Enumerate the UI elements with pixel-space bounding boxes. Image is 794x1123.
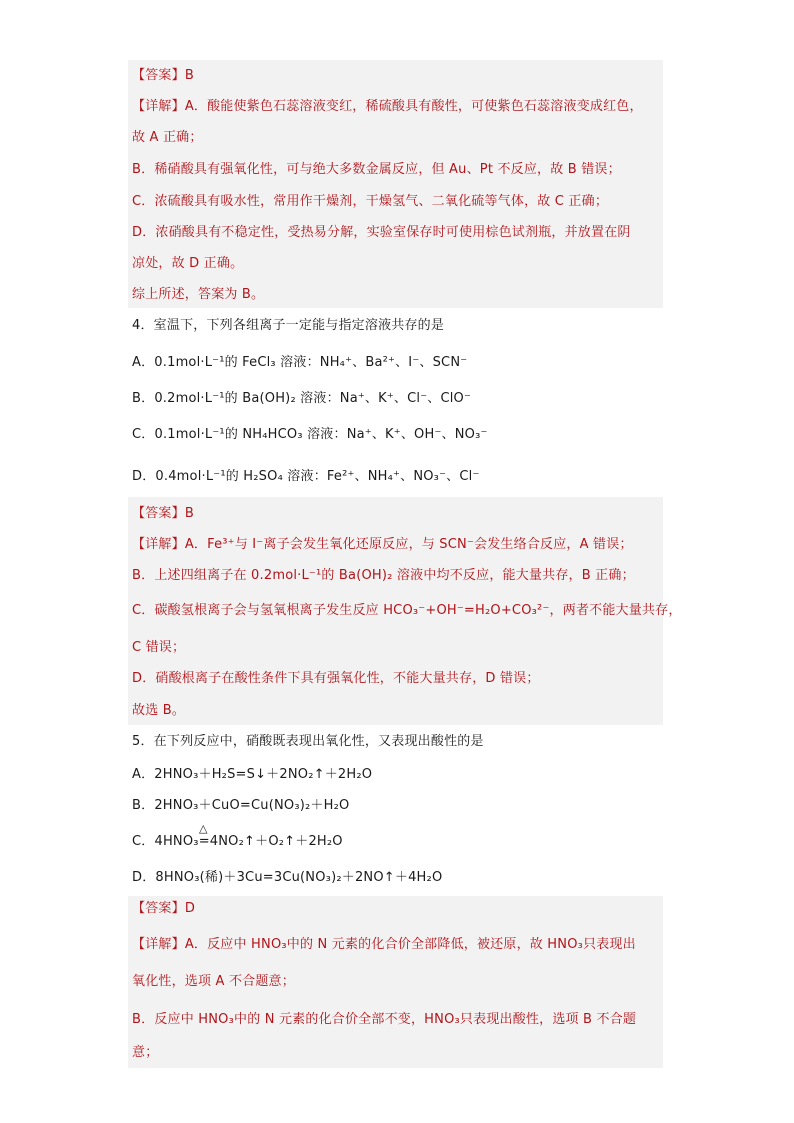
detail-tag: 【详解】 — [132, 537, 185, 552]
question-stem: 5．在下列反应中，硝酸既表现出氧化性，又表现出酸性的是 — [132, 734, 484, 749]
detail-text: B．上述四组离子在 0.2mol·L⁻¹的 Ba(OH)₂ 溶液中均不反应，能大量共存，B 正确； — [132, 568, 635, 583]
detail-line — [132, 98, 662, 116]
question-option-c — [132, 822, 662, 851]
condition-delta-icon: △ — [199, 822, 208, 835]
question-option-c: C．0.1mol·L⁻¹的 NH₄HCO₃ 溶液：Na⁺、K⁺、OH⁻、NO₃⁻ — [132, 427, 488, 442]
answer-line — [132, 505, 662, 523]
question-option-d: D．0.4mol·L⁻¹的 H₂SO₄ 溶液：Fe²⁺、NH₄⁺、NO₃⁻、Cl⁻ — [132, 469, 480, 484]
question-option-c-text: C．4HNO₃=4NO₂↑＋O₂↑＋2H₂O — [132, 834, 343, 849]
question-option-b: B．2HNO₃＋CuO=Cu(NO₃)₂＋H₂O — [132, 798, 350, 813]
detail-tag: 【详解】 — [132, 99, 185, 114]
answer-line — [132, 67, 662, 85]
detail-text: 氧化性，选项 A 不合题意； — [132, 974, 295, 989]
answer-tag: 【答案】 — [132, 901, 185, 916]
answer-tag: 【答案】 — [132, 506, 185, 521]
detail-text: 故 A 正确； — [132, 130, 203, 145]
answer-value: B — [184, 68, 194, 83]
detail-text: D．硝酸根离子在酸性条件下具有强氧化性，不能大量共存，D 错误； — [132, 671, 540, 686]
answer-value: D — [184, 901, 196, 916]
detail-text: 意； — [132, 1045, 159, 1060]
answer-value: B — [184, 506, 194, 521]
detail-text: A．反应中 HNO₃中的 N 元素的化合价全部降低，被还原，故 HNO₃只表现出 — [184, 937, 636, 952]
detail-text: A．酸能使紫色石蕊溶液变红，稀硫酸具有酸性，可使紫色石蕊溶液变成红色， — [184, 99, 643, 114]
question-option-d: D．8HNO₃(稀)＋3Cu=3Cu(NO₃)₂＋2NO↑＋4H₂O — [132, 870, 443, 885]
detail-tag: 【详解】 — [132, 937, 185, 952]
detail-line — [132, 536, 662, 554]
detail-text: B．稀硝酸具有强氧化性，可与绝大多数金属反应，但 Au、Pt 不反应，故 B 错误； — [132, 162, 621, 177]
detail-text: B．反应中 HNO₃中的 N 元素的化合价全部不变，HNO₃只表现出酸性，选项 B 不合题 — [132, 1012, 637, 1027]
detail-text: C．浓硫酸具有吸水性，常用作干燥剂，干燥氢气、二氧化硫等气体，故 C 正确； — [132, 194, 609, 209]
detail-text: A．Fe³⁺与 I⁻离子会发生氧化还原反应，与 SCN⁻会发生络合反应，A 错误； — [184, 537, 633, 552]
detail-text: 凉处，故 D 正确。 — [132, 256, 244, 271]
question-stem: 4．室温下，下列各组离子一定能与指定溶液共存的是 — [132, 318, 445, 333]
detail-text: C．碳酸氢根离子会与氢氧根离子发生反应 HCO₃⁻+OH⁻=H₂O+CO₃²⁻，两者不能大量共存， — [132, 603, 682, 618]
detail-text: C 错误； — [132, 640, 186, 655]
answer-line — [132, 900, 662, 918]
detail-line — [132, 936, 662, 954]
detail-text: D．浓硝酸具有不稳定性，受热易分解，实验室保存时可使用棕色试剂瓶，并放置在阴 — [132, 225, 631, 240]
question-option-a: A．2HNO₃＋H₂S=S↓＋2NO₂↑＋2H₂O — [132, 767, 373, 782]
question-option-a: A．0.1mol·L⁻¹的 FeCl₃ 溶液：NH₄⁺、Ba²⁺、I⁻、SCN⁻ — [132, 355, 468, 370]
detail-summary: 综上所述，答案为 B。 — [132, 287, 265, 302]
answer-tag: 【答案】 — [132, 68, 185, 83]
detail-summary: 故选 B。 — [132, 703, 186, 718]
question-option-b: B．0.2mol·L⁻¹的 Ba(OH)₂ 溶液：Na⁺、K⁺、Cl⁻、ClO⁻ — [132, 391, 472, 406]
